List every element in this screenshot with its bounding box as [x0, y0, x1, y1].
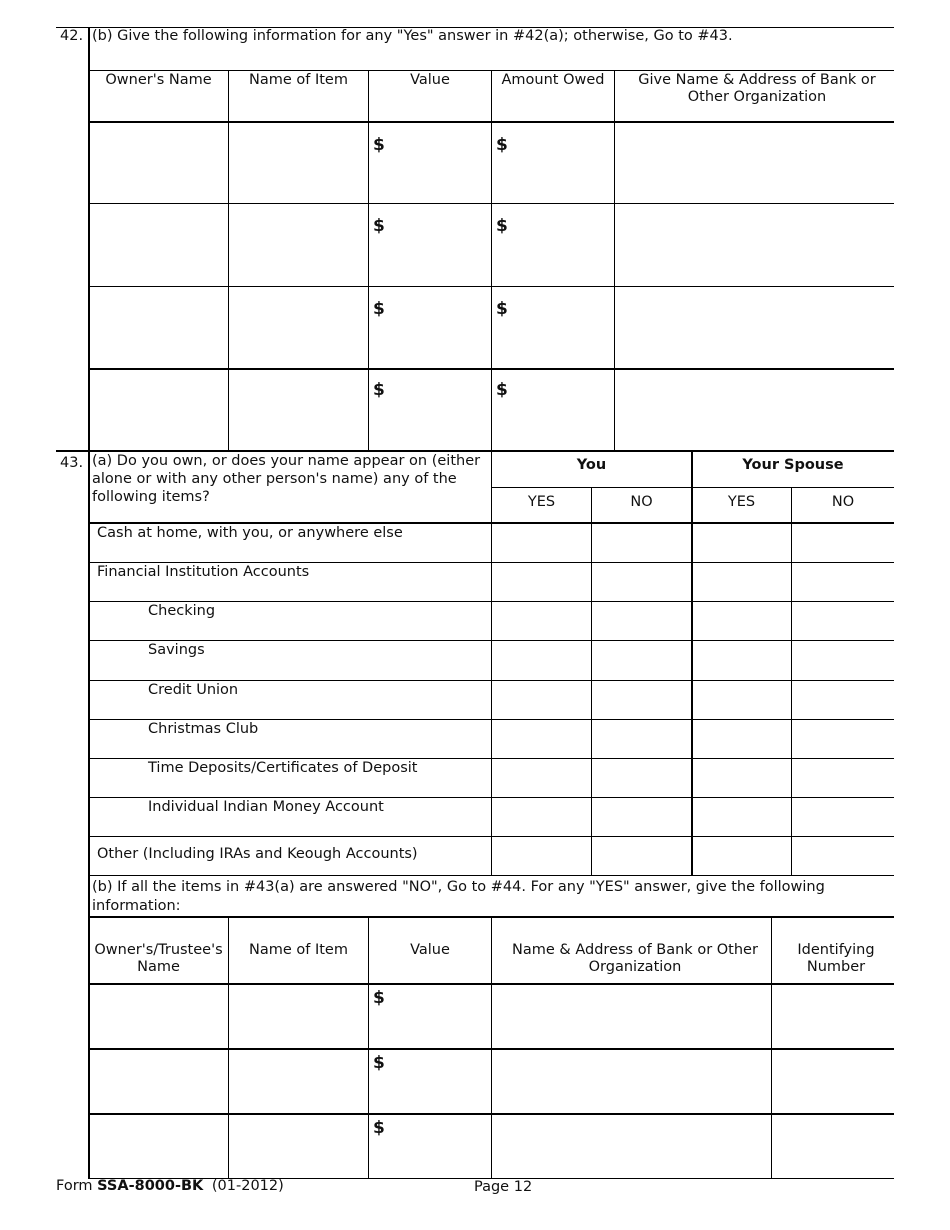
spouse-yes-cell[interactable]: [694, 642, 790, 679]
q42-owner-field[interactable]: [90, 205, 227, 285]
q42-amount-owed-field[interactable]: [493, 123, 613, 202]
q42-bank-field[interactable]: [616, 288, 893, 367]
q43b-col-rule: [491, 917, 492, 1178]
spouse-yes-cell[interactable]: [694, 721, 790, 757]
q42-col-rule: [368, 70, 369, 450]
item-financial-institution-accounts: Financial Institution Accounts: [97, 564, 310, 580]
dollar-sign: $: [496, 299, 508, 319]
form-footer: [56, 1177, 284, 1196]
dollar-sign: $: [373, 380, 385, 400]
item-christmas-club: Christmas Club: [148, 721, 259, 737]
q43b-item-field[interactable]: [230, 985, 367, 1047]
q43a-question: (a) Do you own, or does your name appear on (either alone or with any other person's name) any of the following items?: [92, 453, 481, 505]
you-yes-cell[interactable]: [493, 603, 590, 639]
you-yes-cell[interactable]: [493, 721, 590, 757]
spouse-yes-cell[interactable]: [694, 524, 790, 561]
form-date: (01-2012): [211, 1178, 284, 1194]
spouse-no-cell[interactable]: [793, 682, 893, 718]
q42-owner-field[interactable]: [90, 288, 227, 367]
item-savings: Savings: [148, 642, 205, 658]
q43b-col-identifying-number: Identifying Number: [797, 942, 875, 975]
you-no-header: NO: [630, 494, 653, 510]
item-time-deposits: Time Deposits/Certificates of Deposit: [148, 760, 418, 776]
q43b-item-field[interactable]: [230, 1115, 367, 1177]
q43-row-rule: [89, 836, 894, 837]
spouse-no-cell[interactable]: [793, 799, 893, 835]
q42-col-owner-name: Owner's Name: [105, 72, 212, 88]
question-number-42: 42.: [60, 28, 84, 44]
spouse-no-cell[interactable]: [793, 564, 893, 600]
q43-col-rule: [691, 451, 693, 875]
q43b-owner-field[interactable]: [90, 1115, 227, 1177]
q43b-identifying-number-field[interactable]: [773, 1050, 893, 1112]
item-other-iras: Other (Including IRAs and Keough Accounts): [97, 846, 418, 862]
spouse-yes-cell[interactable]: [694, 603, 790, 639]
q43b-value-field[interactable]: [370, 1115, 490, 1177]
q43b-identifying-number-field[interactable]: [773, 1115, 893, 1177]
spouse-yes-cell[interactable]: [694, 799, 790, 835]
q42-owner-field[interactable]: [90, 123, 227, 202]
you-yes-cell[interactable]: [493, 524, 590, 561]
you-yes-cell[interactable]: [493, 642, 590, 679]
group-header-you: You: [576, 457, 607, 473]
dollar-sign: $: [373, 1118, 385, 1138]
spouse-no-header: NO: [831, 494, 855, 510]
q42-col-value: Value: [410, 72, 450, 88]
q43b-value-field[interactable]: [370, 985, 490, 1047]
q43b-bank-field[interactable]: [493, 1115, 770, 1177]
q43b-col-item-name: Name of Item: [249, 942, 348, 958]
spouse-yes-header: YES: [727, 494, 756, 510]
dollar-sign: $: [496, 216, 508, 236]
q42-col-item-name: Name of Item: [249, 72, 348, 88]
you-no-cell[interactable]: [593, 524, 690, 561]
question-number-43: 43.: [60, 455, 84, 471]
dollar-sign: $: [496, 380, 508, 400]
spouse-no-cell[interactable]: [793, 838, 893, 874]
dollar-sign: $: [373, 135, 385, 155]
q42-col-rule: [614, 70, 615, 450]
q43b-instruction: (b) If all the items in #43(a) are answered "NO", Go to #44. For any "YES" answer, give the following information:: [92, 879, 825, 914]
form-prefix: Form: [56, 1178, 93, 1194]
dollar-sign: $: [373, 299, 385, 319]
q43b-col-value: Value: [410, 942, 450, 958]
item-credit-union: Credit Union: [148, 682, 239, 698]
spouse-yes-cell[interactable]: [694, 760, 790, 796]
q43b-col-rule: [771, 917, 772, 1178]
you-yes-cell[interactable]: [493, 838, 590, 874]
dollar-sign: $: [373, 216, 385, 236]
item-checking: Checking: [148, 603, 216, 619]
spouse-yes-cell[interactable]: [694, 564, 790, 600]
q42-col-rule: [228, 70, 229, 450]
q43-col-rule: [491, 451, 492, 875]
q42-value-field[interactable]: [370, 123, 490, 202]
you-no-cell[interactable]: [593, 682, 690, 718]
you-no-cell[interactable]: [593, 760, 690, 796]
you-yes-cell[interactable]: [493, 682, 590, 718]
spouse-yes-cell[interactable]: [694, 838, 790, 874]
q43b-bank-field[interactable]: [493, 985, 770, 1047]
q42-item-field[interactable]: [230, 205, 367, 285]
group-header-spouse: Your Spouse: [742, 457, 844, 473]
q42-amount-owed-field[interactable]: [493, 370, 613, 449]
form-id: SSA-8000-BK: [97, 1178, 204, 1194]
page-number: Page 12: [474, 1179, 533, 1195]
spouse-no-cell[interactable]: [793, 760, 893, 796]
q43b-owner-field[interactable]: [90, 1050, 227, 1112]
you-no-cell[interactable]: [593, 642, 690, 679]
you-no-cell[interactable]: [593, 603, 690, 639]
q42-value-field[interactable]: [370, 370, 490, 449]
q42-owner-field[interactable]: [90, 370, 227, 449]
q43b-identifying-number-field[interactable]: [773, 985, 893, 1047]
q43b-col-owner-trustee: Owner's/Trustee's Name: [94, 942, 223, 975]
q43b-value-field[interactable]: [370, 1050, 490, 1112]
q42-item-field[interactable]: [230, 370, 367, 449]
item-indian-money-account: Individual Indian Money Account: [148, 799, 384, 815]
item-cash: Cash at home, with you, or anywhere else: [97, 525, 403, 541]
q42-col-bank: Give Name & Address of Bank or Other Organization: [638, 72, 876, 105]
q43-col-rule: [591, 487, 592, 875]
q43b-bank-field[interactable]: [493, 1050, 770, 1112]
dollar-sign: $: [496, 135, 508, 155]
spouse-no-cell[interactable]: [793, 603, 893, 639]
q42-item-field[interactable]: [230, 288, 367, 367]
q43-row-rule: [89, 640, 894, 641]
spouse-no-cell[interactable]: [793, 642, 893, 679]
q42-value-field[interactable]: [370, 288, 490, 367]
spouse-no-cell[interactable]: [793, 524, 893, 561]
you-no-cell[interactable]: [593, 838, 690, 874]
you-yes-cell[interactable]: [493, 799, 590, 835]
q42-value-field[interactable]: [370, 205, 490, 285]
q42-col-amount-owed: Amount Owed: [501, 72, 605, 88]
q43b-item-field[interactable]: [230, 1050, 367, 1112]
dollar-sign: $: [373, 1053, 385, 1073]
you-no-cell[interactable]: [593, 564, 690, 600]
q42-amount-owed-field[interactable]: [493, 288, 613, 367]
you-yes-header: YES: [527, 494, 556, 510]
q42-item-field[interactable]: [230, 123, 367, 202]
q43-col-rule: [791, 487, 792, 875]
q42-col-rule: [491, 70, 492, 450]
q43b-owner-field[interactable]: [90, 985, 227, 1047]
spouse-yes-cell[interactable]: [694, 682, 790, 718]
q43b-col-bank: Name & Address of Bank or Other Organization: [512, 942, 758, 975]
q43-row-rule: [89, 875, 894, 876]
q42-instruction: (b) Give the following information for any "Yes" answer in #42(a); otherwise, Go to #43.: [92, 28, 733, 44]
q42-bank-field[interactable]: [616, 205, 893, 285]
you-no-cell[interactable]: [593, 799, 690, 835]
dollar-sign: $: [373, 988, 385, 1008]
q42-bank-field[interactable]: [616, 370, 893, 449]
q42-bank-field[interactable]: [616, 123, 893, 202]
you-yes-cell[interactable]: [493, 564, 590, 600]
you-no-cell[interactable]: [593, 721, 690, 757]
q43-group-rule: [491, 487, 894, 488]
you-yes-cell[interactable]: [493, 760, 590, 796]
q42-amount-owed-field[interactable]: [493, 205, 613, 285]
spouse-no-cell[interactable]: [793, 721, 893, 757]
